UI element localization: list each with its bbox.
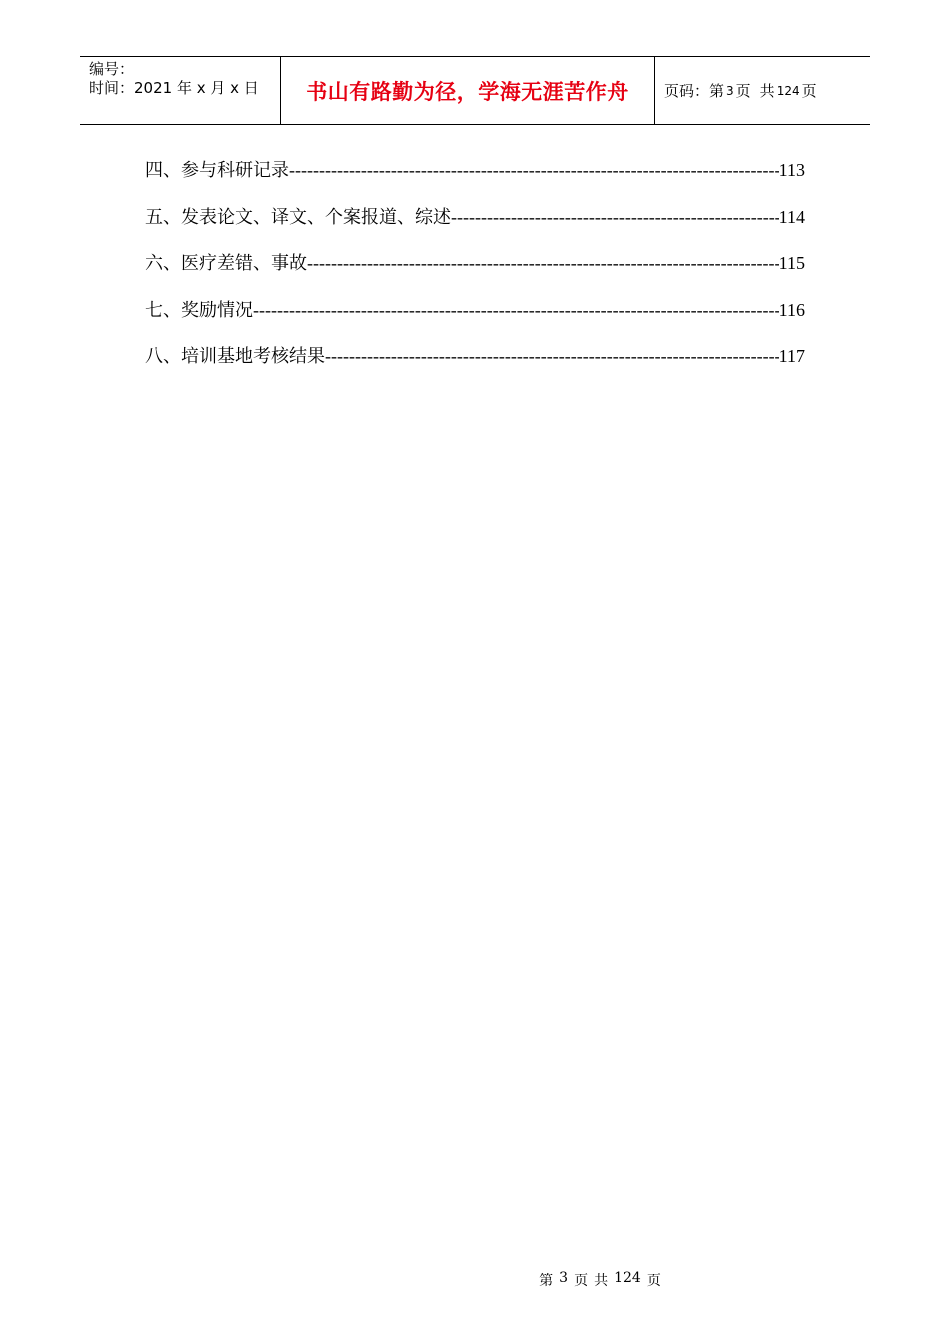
page-label: 页码：第 <box>664 82 725 100</box>
page-unit: 页 <box>735 82 751 100</box>
toc-entry[interactable] <box>145 296 805 343</box>
toc-leader-dashes <box>307 253 779 274</box>
toc-entry-title: 七、奖励情况 <box>145 299 253 321</box>
toc-entry[interactable] <box>145 203 805 250</box>
toc-entry-page: 116 <box>778 299 805 320</box>
toc-entry-page: 113 <box>778 160 805 180</box>
toc-entry-page: 115 <box>778 253 805 273</box>
toc-entry[interactable] <box>145 156 805 203</box>
footer-total-pages: 124 <box>614 1270 641 1286</box>
toc-entry-title: 五、发表论文、译文、个案报道、综述 <box>145 206 451 228</box>
time-line <box>89 79 280 98</box>
toc-leader-dashes <box>325 346 779 367</box>
footer-unit-2: 页 <box>646 1273 661 1289</box>
time-value: 2021 年 x 月 x 日 <box>134 79 259 97</box>
total-label: 共 <box>759 82 775 100</box>
toc-entry[interactable] <box>145 249 805 296</box>
toc-entry[interactable] <box>145 342 805 389</box>
number-label: 编号： <box>89 60 135 78</box>
toc-entry-title: 四、参与科研记录 <box>145 160 289 181</box>
toc-entry-page: 117 <box>778 346 805 366</box>
footer-unit: 页 <box>574 1273 589 1289</box>
toc-entry-title: 六、医疗差错、事故 <box>145 253 307 274</box>
footer-total-prefix: 共 <box>594 1273 609 1289</box>
document-header <box>80 56 870 125</box>
toc-leader-dashes <box>289 160 779 181</box>
page-current: 3 <box>726 83 734 98</box>
page-footer <box>0 1270 950 1290</box>
time-label: 时间： <box>89 79 135 97</box>
toc-entry-title: 八、培训基地考核结果 <box>145 346 325 367</box>
table-of-contents <box>145 156 805 389</box>
toc-leader-dashes <box>451 207 779 228</box>
header-page-info <box>655 57 870 124</box>
motto-text: 书山有路勤为径，学海无涯苦作舟 <box>306 79 629 104</box>
header-meta <box>80 57 281 124</box>
toc-entry-page: 114 <box>778 206 805 227</box>
toc-leader-dashes <box>253 300 779 321</box>
footer-prefix: 第 <box>539 1273 554 1289</box>
total-unit: 页 <box>801 82 817 100</box>
footer-current-page: 3 <box>559 1270 569 1286</box>
page-total: 124 <box>776 83 800 98</box>
header-motto-cell <box>281 57 655 124</box>
